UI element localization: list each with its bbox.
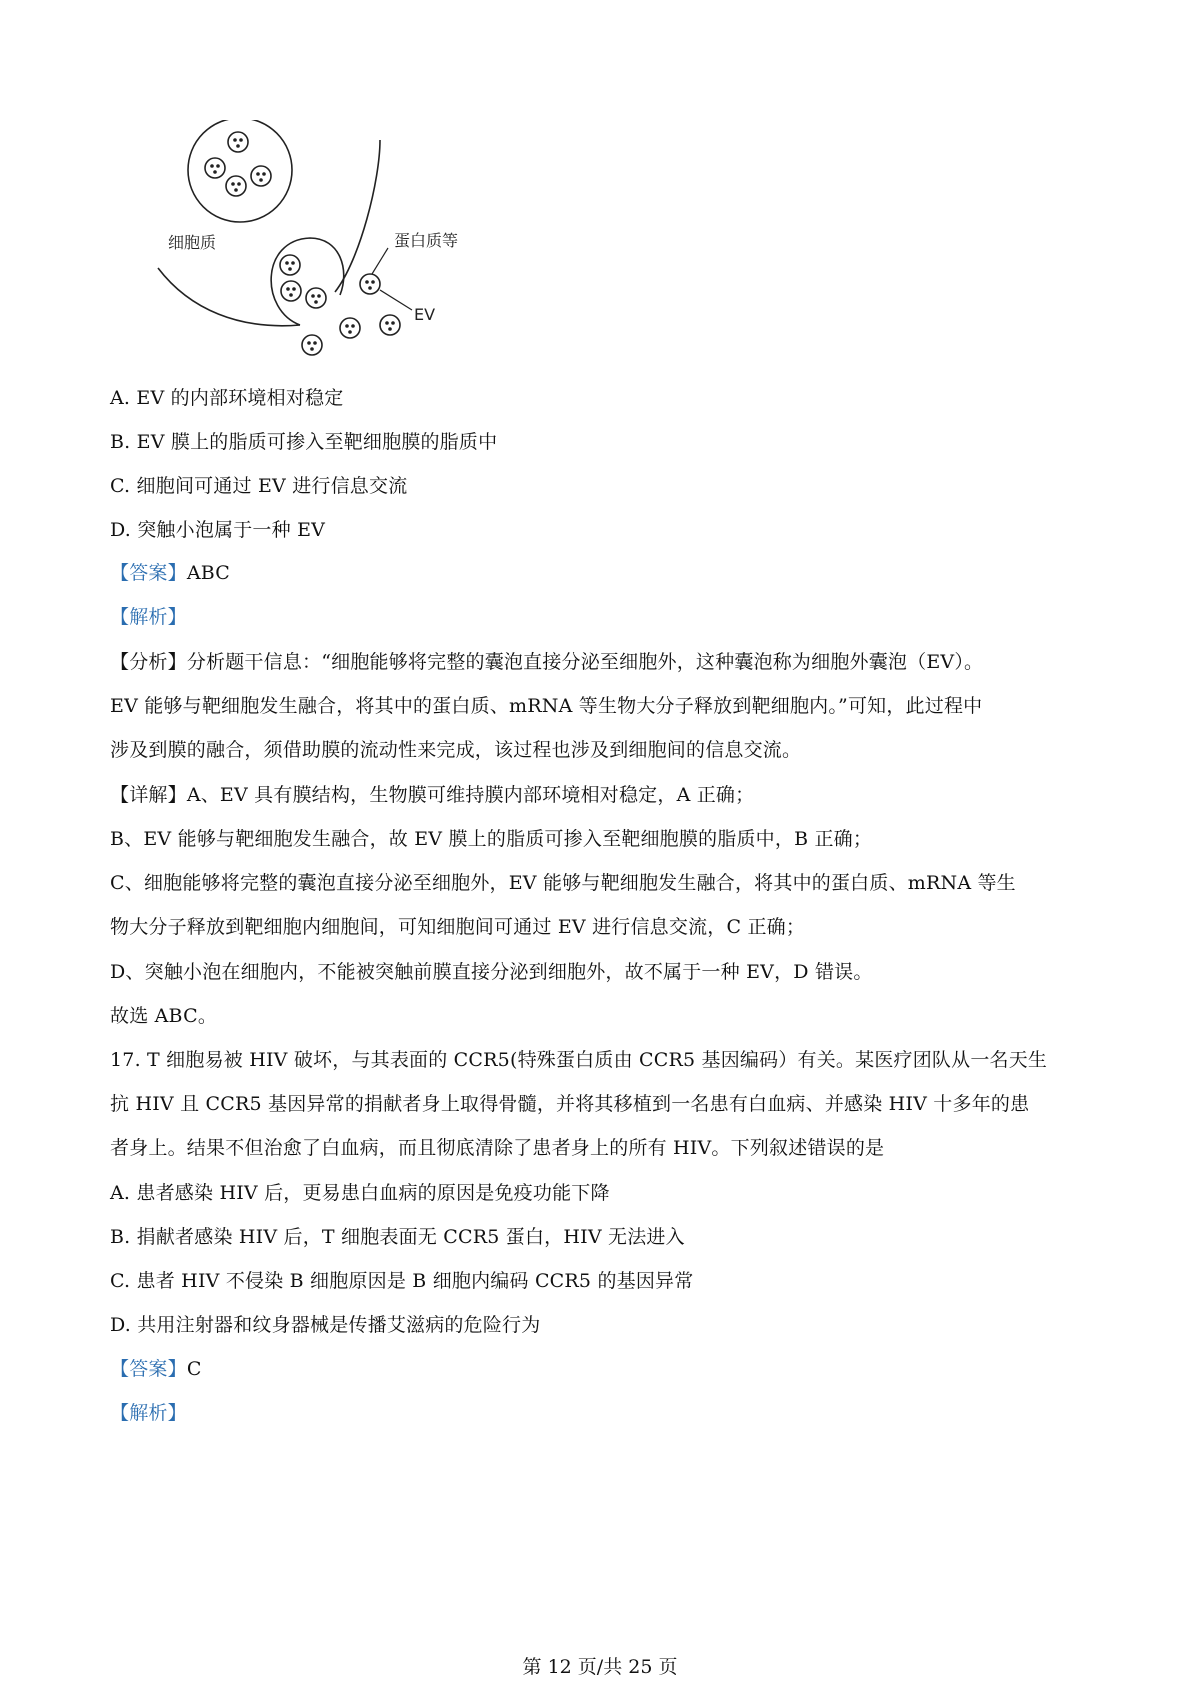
answer-value: ABC [186, 562, 230, 584]
q17-option-a: A. 患者感染 HIV 后，更易患白血病的原因是免疫功能下降 [110, 1182, 610, 1204]
ev-secretion-diagram [150, 120, 490, 380]
analysis-tag: 【解析】 [110, 1402, 187, 1424]
cell-membrane [158, 268, 300, 326]
q16-analysis-heading [110, 605, 1110, 629]
ev-particles [280, 255, 400, 355]
q16-fenxi-line-2: EV 能够与靶细胞发生融合，将其中的蛋白质、mRNA 等生物大分子释放到靶细胞内。”可知，此过程中 [110, 695, 983, 717]
q17-analysis-heading [110, 1401, 1110, 1425]
protein-pointer [372, 248, 388, 274]
q17-stem-line-2: 抗 HIV 且 CCR5 基因异常的捐献者身上取得骨髓，并将其移植到一名患有白血病、并感染 HIV 十多年的患 [110, 1093, 1030, 1115]
q16-answer [110, 561, 1110, 585]
q16-xiangjie-line-3: C、细胞能够将完整的囊泡直接分泌至细胞外，EV 能够与靶细胞发生融合，将其中的蛋白质、mRNA 等生 [110, 872, 1016, 894]
xiangjie-text: A、EV 具有膜结构，生物膜可维持膜内部环境相对稳定，A 正确； [186, 784, 755, 806]
label-ev: EV [414, 305, 436, 324]
q16-fenxi-line-1 [110, 650, 1110, 674]
q17-option-b: B. 捐献者感染 HIV 后，T 细胞表面无 CCR5 蛋白，HIV 无法进入 [110, 1226, 685, 1248]
fusing-vesicle-membrane [271, 238, 344, 325]
label-cytoplasm: 细胞质 [168, 233, 217, 252]
page-footer: 第 12 页/共 25 页 [522, 1656, 678, 1678]
cell-membrane-right [335, 140, 380, 292]
vesicle-contents [205, 132, 271, 196]
fenxi-text: 分析题干信息：“细胞能够将完整的囊泡直接分泌至细胞外，这种囊泡称为细胞外囊泡（EV）。 [186, 651, 984, 673]
q17-option-d: D. 共用注射器和纹身器械是传播艾滋病的危险行为 [110, 1314, 541, 1336]
intracellular-vesicle [188, 120, 292, 222]
q16-option-a: A. EV 的内部环境相对稳定 [110, 387, 344, 409]
q16-conclusion: 故选 ABC。 [110, 1005, 218, 1027]
q16-xiangjie-line-1 [110, 783, 1110, 807]
q16-fenxi-line-3: 涉及到膜的融合，须借助膜的流动性来完成，该过程也涉及到细胞间的信息交流。 [110, 739, 802, 761]
q17-answer [110, 1357, 1110, 1381]
answer-tag: 【答案】 [110, 562, 187, 584]
q17-stem-line-3: 者身上。结果不但治愈了白血病，而且彻底清除了患者身上的所有 HIV。下列叙述错误的是 [110, 1137, 885, 1159]
label-protein: 蛋白质等 [394, 231, 459, 250]
q16-xiangjie-line-4: 物大分子释放到靶细胞内细胞间，可知细胞间可通过 EV 进行信息交流，C 正确； [110, 916, 806, 938]
q16-xiangjie-line-2: B、EV 能够与靶细胞发生融合，故 EV 膜上的脂质可掺入至靶细胞膜的脂质中，B 正确； [110, 828, 873, 850]
xiangjie-tag: 【详解】 [110, 784, 187, 806]
q17-option-c: C. 患者 HIV 不侵染 B 细胞原因是 B 细胞内编码 CCR5 的基因异常 [110, 1270, 694, 1292]
q17-stem-line-1: 17. T 细胞易被 HIV 破坏，与其表面的 CCR5(特殊蛋白质由 CCR5 基因编码）有关。某医疗团队从一名天生 [110, 1049, 1048, 1071]
fenxi-tag: 【分析】 [110, 651, 187, 673]
answer-value: C [186, 1358, 202, 1380]
q16-option-d: D. 突触小泡属于一种 EV [110, 519, 326, 541]
q16-option-b: B. EV 膜上的脂质可掺入至靶细胞膜的脂质中 [110, 431, 498, 453]
answer-tag: 【答案】 [110, 1358, 187, 1380]
analysis-tag: 【解析】 [110, 606, 187, 628]
q16-option-c: C. 细胞间可通过 EV 进行信息交流 [110, 475, 408, 497]
ev-pointer [380, 290, 412, 310]
q16-xiangjie-line-5: D、突触小泡在细胞内，不能被突触前膜直接分泌到细胞外，故不属于一种 EV，D 错误。 [110, 961, 873, 983]
